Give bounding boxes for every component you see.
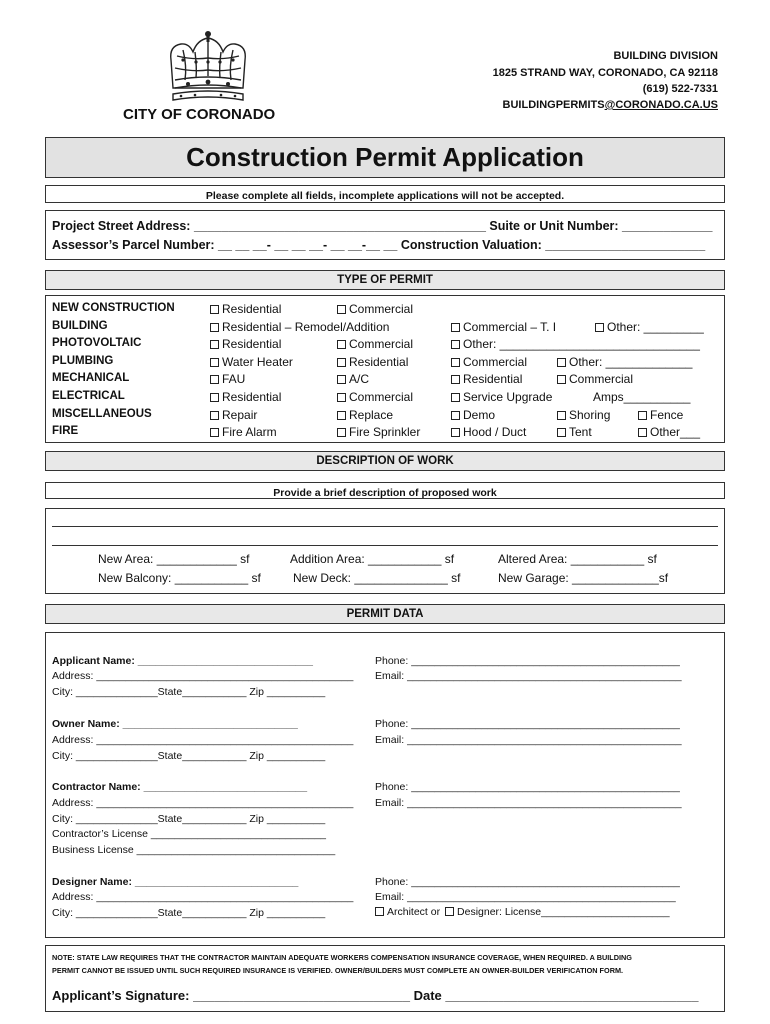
permit-option-checkbox[interactable]: [451, 393, 460, 402]
type-of-permit-heading: TYPE OF PERMIT: [45, 270, 725, 290]
project-street-address-field[interactable]: Project Street Address: __________________________________________ Suite or Unit Number: _____________: [52, 219, 713, 233]
permit-option-checkbox[interactable]: [557, 358, 566, 367]
permit-option: [337, 302, 413, 316]
contractor-name-label: Contractor Name: ____________________________: [52, 781, 308, 793]
permit-option: [451, 372, 522, 386]
permit-option: [451, 390, 552, 404]
permit-option: [451, 408, 495, 422]
designer-city-field[interactable]: City: ______________State___________ Zip __________: [52, 907, 326, 919]
owner-city-field[interactable]: City: ______________State___________ Zip __________: [52, 750, 326, 762]
permit-option-label: Other: ______________________________: [463, 337, 700, 352]
email-prefix: BUILDINGPERMITS: [502, 99, 605, 111]
architect-checkbox[interactable]: [375, 907, 384, 916]
permit-option: [210, 390, 281, 404]
permit-option-label: Commercial: [349, 390, 414, 404]
assessor-parcel-number-field[interactable]: Assessor’s Parcel Number: __ __ __- __ __ __- __ __-__ __ Construction Valuation: _______________________: [52, 238, 706, 252]
owner-name-field[interactable]: [52, 718, 298, 730]
permit-option-checkbox[interactable]: [557, 428, 566, 437]
permit-option-label: Commercial: [349, 337, 414, 352]
business-license-field[interactable]: Business License __________________________________: [52, 844, 336, 856]
permit-option-label: Commercial: [569, 372, 634, 387]
permit-option-label: Fire Alarm: [222, 425, 277, 440]
permit-option-label: Shoring: [569, 407, 611, 422]
project-info-box: [45, 210, 725, 260]
permit-option: [557, 355, 692, 369]
permit-category-label: ELECTRICAL: [52, 390, 125, 402]
description-subheading: Provide a brief description of proposed work: [273, 487, 497, 499]
permit-option-checkbox[interactable]: [451, 375, 460, 384]
permit-option-checkbox[interactable]: [337, 358, 346, 367]
permit-option-checkbox[interactable]: [638, 411, 647, 420]
contractor-name-field[interactable]: [52, 781, 307, 793]
permit-data-heading: PERMIT DATA: [45, 604, 725, 624]
owner-email-field[interactable]: Email: _______________________________________________: [375, 734, 682, 746]
permit-option-label: Other___: [650, 425, 701, 440]
permit-option-label: Other: _________: [607, 319, 704, 334]
permit-option: [451, 320, 556, 334]
permit-option: [557, 425, 592, 439]
permit-option-label: Replace: [349, 407, 394, 422]
division-phone: (619) 522-7331: [642, 83, 718, 95]
division-email[interactable]: [503, 99, 718, 111]
permit-category-label: PLUMBING: [52, 354, 114, 367]
note-line-2: PERMIT CANNOT BE ISSUED UNTIL SUCH REQUIRED INSURANCE IS VERIFIED. OWNER/BUILDERS MUST COMPLETE AN OWNER-BUILDER VERIFICATION FORM.: [52, 966, 624, 975]
designer-email-field[interactable]: Email: ______________________________________________: [375, 891, 676, 903]
owner-phone-field[interactable]: Phone: ______________________________________________: [375, 718, 680, 730]
designer-address-field[interactable]: Address: ____________________________________________: [52, 891, 354, 903]
permit-option-label: Service Upgrade: [463, 390, 553, 404]
designer-checkbox[interactable]: [445, 907, 454, 916]
permit-option-checkbox[interactable]: [337, 428, 346, 437]
applicant-address-field[interactable]: Address: ____________________________________________: [52, 670, 354, 682]
permit-option-checkbox[interactable]: [451, 340, 460, 349]
page-title-bar: [45, 137, 725, 178]
permit-option: [337, 337, 413, 351]
designer-license-field[interactable]: Designer: License______________________: [457, 906, 670, 918]
contractor-address-field[interactable]: Address: ____________________________________________: [52, 797, 354, 809]
permit-option-checkbox[interactable]: [557, 411, 566, 420]
permit-option-label: FAU: [222, 372, 246, 387]
permit-option: [451, 355, 527, 369]
description-subheading-box: [45, 482, 725, 499]
note-line-1: NOTE: STATE LAW REQUIRES THAT THE CONTRACTOR MAINTAIN ADEQUATE WORKERS COMPENSATION INSURANCE COVERAGE, WHEN REQUIRED. A BUILDING: [52, 953, 632, 962]
permit-option: [210, 337, 281, 351]
permit-option: [210, 355, 293, 369]
permit-option-checkbox[interactable]: [210, 323, 219, 332]
permit-category-label: FIRE: [52, 425, 79, 438]
permit-option-label: Residential: [349, 354, 409, 369]
permit-option-checkbox[interactable]: [451, 411, 460, 420]
permit-option-checkbox[interactable]: [451, 323, 460, 332]
permit-option-label: Residential: [222, 390, 282, 404]
permit-category-label: NEW CONSTRUCTION: [52, 302, 175, 314]
permit-option-checkbox[interactable]: [210, 428, 219, 437]
permit-category-label: PHOTOVOLTAIC: [52, 337, 142, 350]
permit-option-checkbox[interactable]: [337, 340, 346, 349]
permit-option-label: Other: _____________: [569, 354, 693, 369]
owner-address-field[interactable]: Address: ____________________________________________: [52, 734, 354, 746]
applicant-city-field[interactable]: City: ______________State___________ Zip __________: [52, 686, 326, 698]
owner-name-label: Owner Name: ______________________________: [52, 718, 298, 730]
applicant-name-field[interactable]: [52, 655, 313, 667]
new-area-field[interactable]: New Area: ____________ sf: [98, 552, 250, 566]
permit-option-checkbox[interactable]: [451, 358, 460, 367]
permit-option: [638, 425, 700, 439]
contractor-city-field[interactable]: City: ______________State___________ Zip __________: [52, 813, 326, 825]
applicant-email-field[interactable]: Email: _______________________________________________: [375, 670, 682, 682]
description-line-1[interactable]: [52, 526, 718, 527]
permit-option: [337, 372, 369, 386]
permit-option: [210, 320, 389, 334]
permit-option: [638, 408, 683, 422]
new-balcony-field[interactable]: New Balcony: ___________ sf: [98, 571, 261, 585]
permit-option-label: Residential – Remodel/Addition: [222, 319, 390, 334]
designer-type-options: [375, 906, 670, 918]
permit-option-label: Hood / Duct: [463, 425, 527, 440]
email-domain: @CORONADO.CA.US: [604, 99, 718, 111]
designer-name-field[interactable]: [52, 876, 298, 888]
designer-phone-field[interactable]: Phone: ______________________________________________: [375, 876, 680, 888]
permit-option-checkbox[interactable]: [210, 411, 219, 420]
instruction-text: Please complete all fields, incomplete applications will not be accepted.: [205, 190, 565, 202]
permit-option: [337, 390, 413, 404]
permit-category-label: BUILDING: [52, 319, 108, 332]
permit-option: [337, 425, 420, 439]
permit-option-checkbox[interactable]: [210, 340, 219, 349]
permit-option: [557, 408, 610, 422]
permit-option-label: Commercial – T. I: [463, 319, 557, 334]
permit-option-checkbox[interactable]: [210, 305, 219, 314]
permit-option-checkbox[interactable]: [595, 323, 604, 332]
permit-option: [557, 372, 633, 386]
permit-option-checkbox[interactable]: [337, 393, 346, 402]
permit-option: [451, 425, 526, 439]
permit-option-checkbox[interactable]: [638, 428, 647, 437]
permit-option-checkbox[interactable]: [210, 393, 219, 402]
permit-option-checkbox[interactable]: [337, 375, 346, 384]
permit-option-checkbox[interactable]: [451, 428, 460, 437]
description-heading: DESCRIPTION OF WORK: [45, 451, 725, 471]
contractor-phone-field[interactable]: Phone: ______________________________________________: [375, 781, 680, 793]
permit-option-checkbox[interactable]: [557, 375, 566, 384]
permit-option: [337, 355, 408, 369]
permit-option: [210, 372, 245, 386]
permit-option-checkbox[interactable]: [337, 411, 346, 420]
permit-option-label: Repair: [222, 407, 258, 422]
contractor-license-field[interactable]: Contractor’s License ______________________________: [52, 828, 327, 840]
permit-option: [337, 408, 393, 422]
permit-option-label: Water Heater: [222, 354, 293, 369]
permit-option: [593, 390, 690, 404]
permit-option-checkbox[interactable]: [210, 375, 219, 384]
permit-option: [210, 408, 257, 422]
permit-option-checkbox[interactable]: [337, 305, 346, 314]
permit-option-label: Residential: [463, 372, 523, 387]
division-name: BUILDING DIVISION: [613, 50, 718, 62]
permit-category-label: MECHANICAL: [52, 372, 130, 385]
permit-option-label: Amps__________: [593, 390, 691, 404]
city-name: CITY OF CORONADO: [123, 106, 276, 123]
applicant-name-label: Applicant Name: ______________________________: [52, 655, 313, 667]
division-address: 1825 STRAND WAY, CORONADO, CA 92118: [492, 67, 718, 79]
new-garage-field[interactable]: New Garage: _____________sf: [498, 571, 669, 585]
architect-label: Architect or: [387, 906, 441, 918]
permit-category-label: MISCELLANEOUS: [52, 407, 152, 420]
permit-option-label: Residential: [222, 302, 282, 316]
addition-area-field[interactable]: Addition Area: ___________ sf: [290, 552, 455, 566]
permit-option-checkbox[interactable]: [210, 358, 219, 367]
applicant-phone-field[interactable]: Phone: ______________________________________________: [375, 655, 680, 667]
new-deck-field[interactable]: New Deck: ______________ sf: [293, 571, 461, 585]
contractor-email-field[interactable]: Email: _______________________________________________: [375, 797, 682, 809]
altered-area-field[interactable]: Altered Area: ___________ sf: [498, 552, 657, 566]
designer-name-label: Designer Name: ____________________________: [52, 876, 299, 888]
permit-option: [210, 302, 281, 316]
permit-option: [210, 425, 277, 439]
description-line-2[interactable]: [52, 545, 718, 546]
permit-option-label: Commercial: [463, 354, 528, 369]
applicant-signature-field[interactable]: Applicant’s Signature: ______________________________ Date ___________________________________: [52, 988, 699, 1003]
permit-option-label: Fire Sprinkler: [349, 425, 421, 440]
permit-option-label: Residential: [222, 337, 282, 352]
page-title: Construction Permit Application: [186, 142, 584, 172]
crown-logo-icon: [163, 30, 253, 102]
instruction-box: [45, 185, 725, 203]
permit-option: [595, 320, 704, 334]
permit-option: [451, 337, 700, 351]
permit-option-label: A/C: [349, 372, 370, 387]
permit-option-label: Commercial: [349, 302, 414, 316]
permit-option-label: Demo: [463, 407, 496, 422]
permit-option-label: Tent: [569, 425, 592, 440]
permit-option-label: Fence: [650, 407, 684, 422]
